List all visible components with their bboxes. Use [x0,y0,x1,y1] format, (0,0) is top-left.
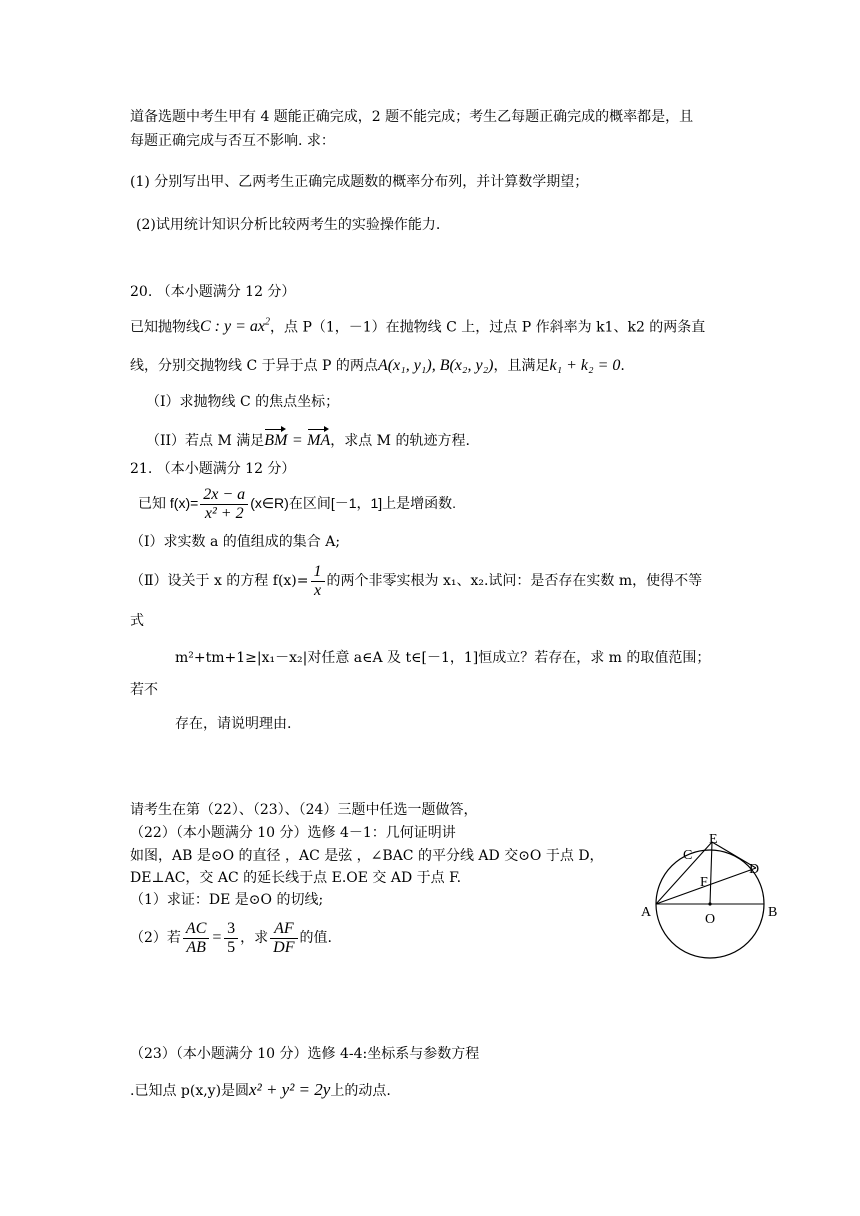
label-d: D [749,862,760,877]
fraction-ac-ab: $\frac{AC}{AB}$ [183,920,209,957]
q19-part2: (2)试用统计知识分析比较两考生的实验操作能力. [136,217,441,233]
q20-part2: （II）若点 M 满足BM = MA，求点 M 的轨迹方程. [146,428,470,451]
q21-inequality: m²+tm+1≥|x₁－x₂|对任意 a∈A 及 t∈[－1，1]恒成立？若存在，求 m 的取值范围； [175,650,711,666]
q20-part1: （I）求抛物线 C 的焦点坐标； [146,394,340,410]
q23-line1: .已知点 p(x,y)是圆x² + y² = 2y上的动点. [130,1080,391,1099]
q20-slope-sum: k₁ + k₂ = 0 [549,357,621,374]
center-point-o [708,902,711,905]
q22-part1: （1）求证：DE 是⊙O 的切线; [130,892,324,908]
label-f: F [700,875,708,890]
vector-bm: BM [264,428,287,451]
q20-parabola-eq: C : $y = ax^2$ [200,317,270,336]
q19-part1: (1) 分别写出甲、乙两考生正确完成题数的概率分布列，并计算数学期望； [130,174,589,190]
q21-part2-cont: 式 [130,613,144,629]
q21-part1: （Ⅰ）求实数 a 的值组成的集合 A; [130,534,341,550]
q20-points-ab: A(x₁, y₁), B(x₂, y₂) [377,357,494,374]
fraction-3-5: $\frac{3}{5}$ [224,920,238,957]
q22-heading: （22）（本小题满分 10 分）选修 4－1：几何证明讲 [130,825,456,841]
q19-line2: 每题正确完成与否互不影响. 求： [130,133,335,149]
q23-heading: （23）（本小题满分 10 分）选修 4-4:坐标系与参数方程 [130,1046,480,1062]
q20-line2: 线，分别交抛物线 C 于异于点 P 的两点A(x₁, y₁), B(x₂, y₂)，且满足k₁ + k₂ = 0. [130,357,625,374]
q19-line1: 道备选题中考生甲有 4 题能正确完成，2 题不能完成；考生乙每题正确完成的概率都是，且 [130,109,694,125]
q22-line1: 如图，AB 是⊙O 的直径 ，AC 是弦 ，∠BAC 的平分线 AD 交⊙O 于点 D， [130,848,604,864]
q23-circle-eq: x² + y² = 2y [249,1080,331,1099]
label-e: E [709,832,718,847]
line-oe [710,842,712,904]
label-c: C [683,848,693,863]
geometry-figure [636,826,786,962]
label-b: B [768,905,778,920]
q22-part2: （2）若 $\frac{AC}{AB}$ = $\frac{3}{5}$ ，求 $\frac{AF}{DF}$ 的值. [130,919,332,956]
q21-ruobu: 若不 [130,682,158,698]
q21-part2: （Ⅱ）设关于 x 的方程 f(x)= $\frac{1}{x}$ 的两个非零实根为 x₁、x₂.试问：是否存在实数 m，使得不等 [130,562,703,599]
fraction-af-df: $\frac{AF}{DF}$ [270,920,297,957]
q21-cunzai: 存在，请说明理由. [175,716,292,732]
label-o: O [705,912,716,927]
q21-fraction-f: $\frac{2x - a}{\text{x² + 2}}$ [200,486,248,523]
label-a: A [641,905,652,920]
q21-heading: 21. （本小题满分 12 分） [130,461,296,477]
q20-heading: 20. （本小题满分 12 分） [130,284,296,300]
q20-line1: 已知抛物线C : $y = ax^2$，点 P（1，－1）在抛物线 C 上，过点 P 作斜率为 k1、k2 的两条直 [130,317,706,336]
q21-line1: 已知 f(x)= $\frac{2x - a}{\text{x² + 2}}$ (x∈R)在区间[－1，1]上是增函数. [138,485,457,522]
q22-intro: 请考生在第（22）、（23）、（24）三题中任选一题做答， [130,802,478,818]
q21-fraction-1-over-x: $\frac{1}{x}$ [311,563,325,600]
vector-ma: MA [307,428,330,451]
q22-line2: DE⊥AC，交 AC 的延长线于点 E.OE 交 AD 于点 F. [130,870,462,886]
